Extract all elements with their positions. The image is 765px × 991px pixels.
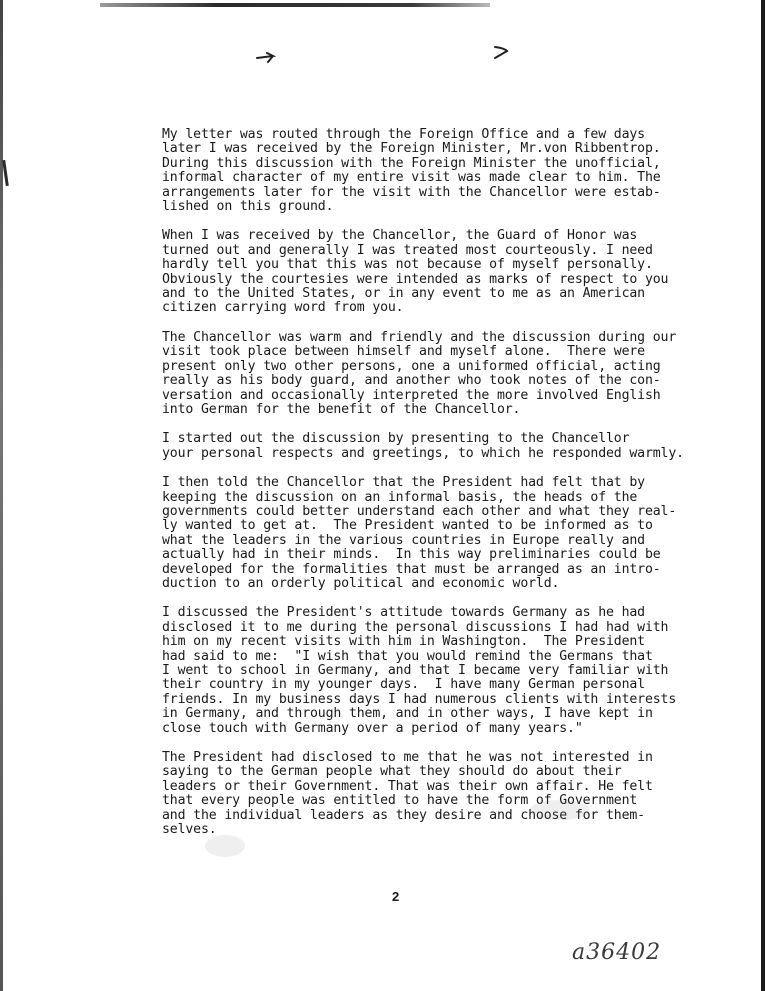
scan-smudge [205,835,245,857]
scan-smudge [530,800,590,820]
paragraph: When I was received by the Chancellor, the Guard of Honor was turned out and generally I was treated most courteously. I need hardly tell you that this was not because of myself personally. Obviously the courtesies were intended as marks of respect to you and to the United States, or in any event to me as an American citizen carrying word from you. [162,228,669,316]
paragraph: I started out the discussion by presenting to the Chancellor your personal respects and greetings, to which he responded warmly. [162,431,684,461]
paragraph: The President had disclosed to me that he was not interested in saying to the German people what they should do about their leaders or their Government. That was their own affair. He felt that every people was entitled to have the form of Government and the individual leaders as they desire and choose for them- selves. [162,750,653,838]
paragraph: I discussed the President's attitude towards Germany as he had disclosed it to me during the personal discussions I had had with him on my recent visits with him in Washington. The President had said to me: "I wish that you would remind the Germans that I went to school in Germany, and that I became very familiar with their country in my younger days. I have many German personal friends. In my business days I had numerous clients with interests in Germany, and through them, and in other ways, I have kept in close touch with Germany over a period of many years." [162,605,677,736]
handwritten-archive-number: a36402 [572,940,662,965]
arrow-mark-right-icon [492,44,512,62]
margin-tick-mark [2,160,9,186]
top-rule [100,3,490,7]
letter-body [162,128,707,852]
paragraph: My letter was routed through the Foreign Office and a few days later I was received by the Foreign Minister, Mr.von Ribbentrop. During this discussion with the Foreign Minister the unofficial, informal character of my entire visit was made clear to him. The arrangements later for the visit with the Chancellor were estab- lished on this ground. [162,127,661,215]
page-right-edge [761,0,765,991]
arrow-mark-left-icon [256,52,276,64]
paragraph: The Chancellor was warm and friendly and the discussion during our visit took place between himself and myself alone. There were present only two other persons, one a uniformed official, acting really as his body guard, and another who took notes of the con- versation and occasionally interpreted the more involved English into German for the benefit of the Chancellor. [162,329,677,417]
page-left-edge [0,0,3,991]
page-number: 2 [392,889,400,904]
paragraph: I then told the Chancellor that the President had felt that by keeping the discussion on an informal basis, the heads of the governments could better understand each other and what they real- ly wanted to get at. The President wanted to be informed as to what the leaders in the various countries in Europe really and actually had in their minds. In this way preliminaries could be developed for the formalities that must be arranged as an intro- duction to an orderly political and economic world. [162,475,677,591]
